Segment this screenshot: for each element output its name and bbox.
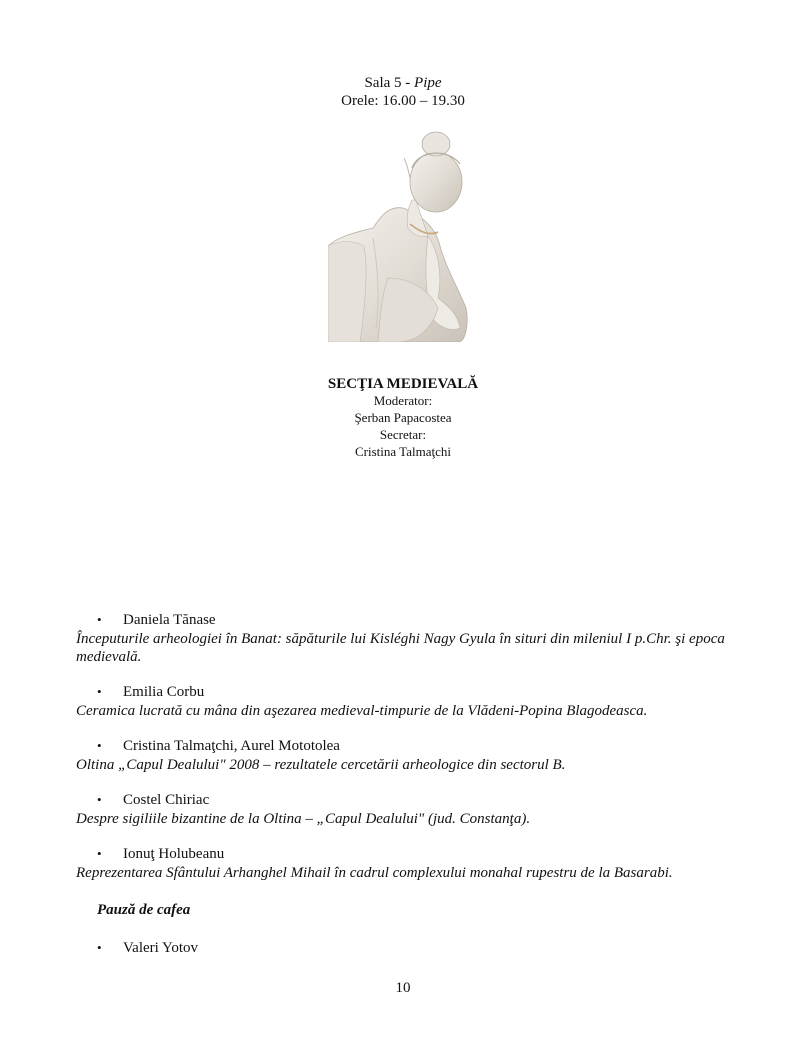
list-item-author bbox=[97, 940, 198, 957]
page-number: 10 bbox=[395, 980, 411, 996]
author-name: Daniela Tănase bbox=[123, 612, 216, 628]
bullet-icon: • bbox=[97, 684, 102, 699]
secretar-label: Secretar: bbox=[379, 427, 427, 442]
moderator-label: Moderator: bbox=[373, 393, 433, 408]
list-item-title: Ceramica lucrată cu mâna din aşezarea medieval-timpurie de la Vlădeni-Popina Blagodeasca. bbox=[76, 703, 648, 719]
title-line: medievală. bbox=[76, 649, 142, 665]
author-name: Emilia Corbu bbox=[123, 684, 205, 700]
author-name: Valeri Yotov bbox=[123, 940, 199, 956]
author-name: Costel Chiriac bbox=[123, 792, 210, 808]
list-item-author bbox=[97, 612, 216, 629]
bullet-icon: • bbox=[97, 738, 102, 753]
list-item-title: Reprezentarea Sfântului Arhanghel Mihail în cadrul complexului monahal rupestru de la Basarabi. bbox=[76, 865, 673, 881]
session-room bbox=[0, 75, 806, 92]
marble-statue-image bbox=[328, 128, 469, 342]
bullet-icon: • bbox=[97, 846, 102, 861]
title-line: Începuturile arheologiei în Banat: săpăturile lui Kisléghi Nagy Gyula în situri din mileniul I p.Chr. şi epoca bbox=[76, 631, 725, 647]
session-room-name: Pipe bbox=[414, 75, 442, 91]
secretar-name: Cristina Talmaţchi bbox=[355, 444, 451, 459]
coffee-break-label: Pauză de cafea bbox=[97, 902, 191, 918]
section-title: SECŢIA MEDIEVALĂ bbox=[327, 376, 479, 392]
list-item-title bbox=[76, 630, 736, 666]
list-item-author bbox=[97, 738, 340, 755]
session-room-prefix: Sala 5 - bbox=[364, 75, 415, 91]
list-item-author bbox=[97, 792, 209, 809]
bullet-icon: • bbox=[97, 792, 102, 807]
list-item-title: Oltina „Capul Dealului" 2008 – rezultatele cercetării arheologice din sectorul B. bbox=[76, 757, 566, 773]
bullet-icon: • bbox=[97, 612, 102, 627]
list-item-author bbox=[97, 684, 204, 701]
list-item-title: Despre sigiliile bizantine de la Oltina – „Capul Dealului" (jud. Constanţa). bbox=[76, 811, 531, 827]
bullet-icon: • bbox=[97, 940, 102, 955]
session-hours: Orele: 16.00 – 19.30 bbox=[341, 93, 465, 109]
moderator-name: Şerban Papacostea bbox=[354, 410, 452, 425]
author-name: Cristina Talmaţchi, Aurel Mototolea bbox=[123, 738, 340, 754]
list-item-author bbox=[97, 846, 224, 863]
author-name: Ionuţ Holubeanu bbox=[123, 846, 225, 862]
